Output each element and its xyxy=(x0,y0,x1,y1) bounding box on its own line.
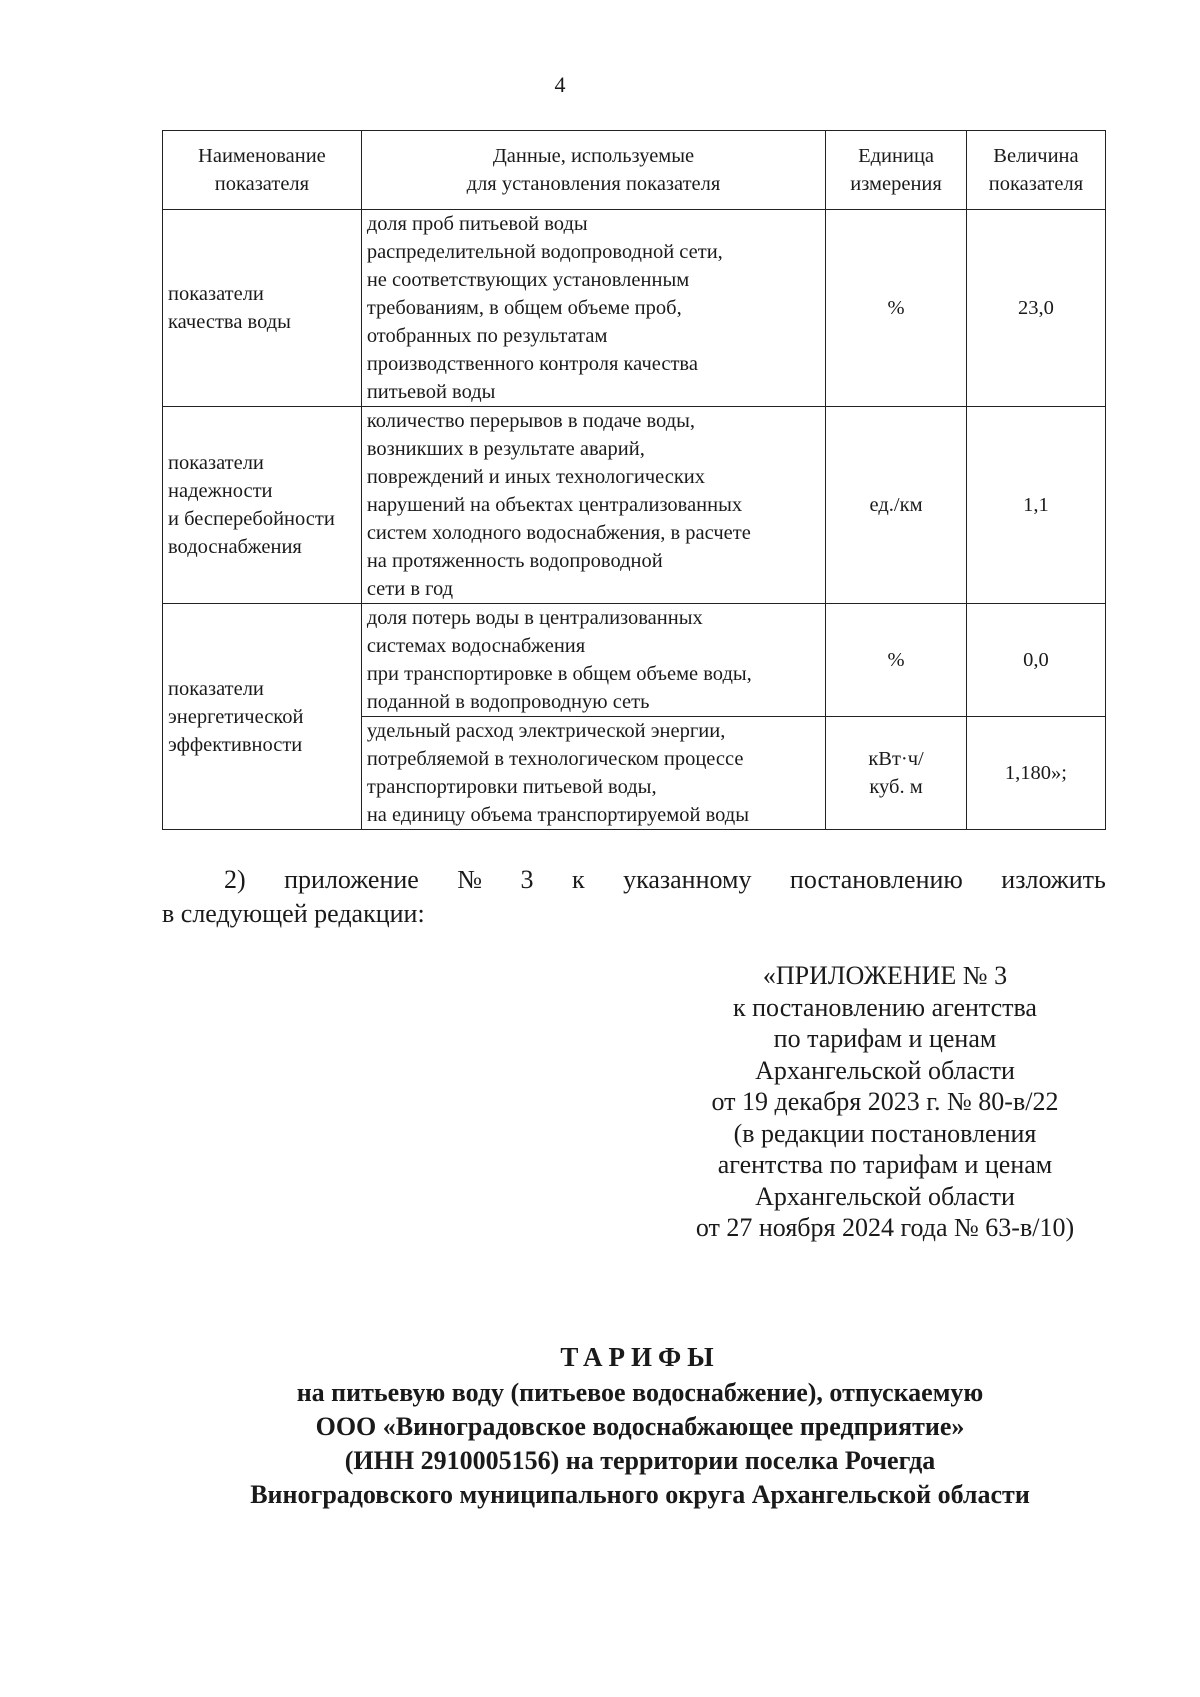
paragraph-first-line xyxy=(162,863,1106,897)
appendix-line: «ПРИЛОЖЕНИЕ № 3 xyxy=(762,961,1008,990)
tariffs-title: ТАРИФЫ xyxy=(560,1342,720,1372)
table-row xyxy=(163,210,1106,407)
appendix-line: от 19 декабря 2023 г. № 80-в/22 xyxy=(711,1087,1059,1116)
tariffs-subtitle-line: на питьевую воду (питьевое водоснабжение), отпускаемую xyxy=(296,1378,984,1407)
row-unit: % xyxy=(826,210,967,407)
appendix-line: от 27 ноября 2024 года № 63-в/10) xyxy=(695,1213,1075,1242)
page-number: 4 xyxy=(554,72,566,97)
appendix-line: Архангельской области xyxy=(755,1181,1015,1211)
header-unit: Единица измерения xyxy=(826,131,967,210)
row-indicator-name: показатели надежности и бесперебойности водоснабжения xyxy=(163,407,362,604)
tariffs-subtitle-line: ООО «Виноградовское водоснабжающее предприятие» xyxy=(315,1412,965,1441)
table-header-row xyxy=(163,131,1106,210)
appendix-line: к постановлению агентства xyxy=(733,992,1037,1022)
row-source-data: количество перерывов в подаче воды, возникших в результате аварий, повреждений и иных технологических нарушений на объектах централизованных систем холодного водоснабжения, в расчете на протяженность водопроводной сети в год xyxy=(361,407,825,604)
paragraph-word: 3 xyxy=(520,865,534,894)
appendix-line: агентства по тарифам и ценам xyxy=(717,1150,1053,1179)
row-unit: кВт·ч/ куб. м xyxy=(826,717,967,830)
header-source-data: Данные, используемые для установления показателя xyxy=(361,131,825,210)
paragraph-word: приложение xyxy=(284,865,419,894)
paragraph-word: указанному xyxy=(623,865,752,894)
row-value: 0,0 xyxy=(966,604,1105,717)
row-value: 23,0 xyxy=(966,210,1105,407)
table-row xyxy=(163,407,1106,604)
row-indicator-name: показатели качества воды xyxy=(163,210,362,407)
paragraph-word: изложить xyxy=(1001,865,1106,894)
appendix-header xyxy=(660,960,1110,1244)
tariffs-subtitle-line: (ИНН 2910005156) на территории поселка Рочегда xyxy=(344,1446,936,1475)
tariffs-subtitle-line: Виноградовского муниципального округа Архангельской области xyxy=(250,1480,1030,1509)
row-unit: % xyxy=(826,604,967,717)
row-value: 1,180»; xyxy=(966,717,1105,830)
appendix-line: (в редакции постановления xyxy=(733,1118,1037,1148)
indicators-table xyxy=(162,130,1106,830)
paragraph-word: к xyxy=(571,865,585,894)
paragraph-word: постановлению xyxy=(789,865,963,894)
row-value: 1,1 xyxy=(966,407,1105,604)
appendix-line: по тарифам и ценам xyxy=(773,1024,997,1053)
table-row xyxy=(163,604,1106,717)
header-indicator-name: Наименование показателя xyxy=(163,131,362,210)
appendix-line: Архангельской области xyxy=(755,1055,1015,1085)
paragraph-second-line: в следующей редакции: xyxy=(162,899,425,928)
amendment-paragraph xyxy=(162,863,1106,931)
paragraph-word: № xyxy=(457,865,483,894)
row-unit: ед./км xyxy=(826,407,967,604)
tariffs-heading xyxy=(0,1340,1200,1512)
row-source-data: доля проб питьевой воды распределительной водопроводной сети, не соответствующих установленным требованиям, в общем объеме проб, отобранных по результатам производственного контроля качества питьевой воды xyxy=(361,210,825,407)
paragraph-word: 2) xyxy=(224,865,246,894)
header-value: Величина показателя xyxy=(966,131,1105,210)
row-indicator-name: показатели энергетической эффективности xyxy=(163,604,362,830)
row-source-data: доля потерь воды в централизованных системах водоснабжения при транспортировке в общем объеме воды, поданной в водопроводную сеть xyxy=(361,604,825,717)
row-source-data: удельный расход электрической энергии, потребляемой в технологическом процессе транспортировки питьевой воды, на единицу объема транспортируемой воды xyxy=(361,717,825,830)
